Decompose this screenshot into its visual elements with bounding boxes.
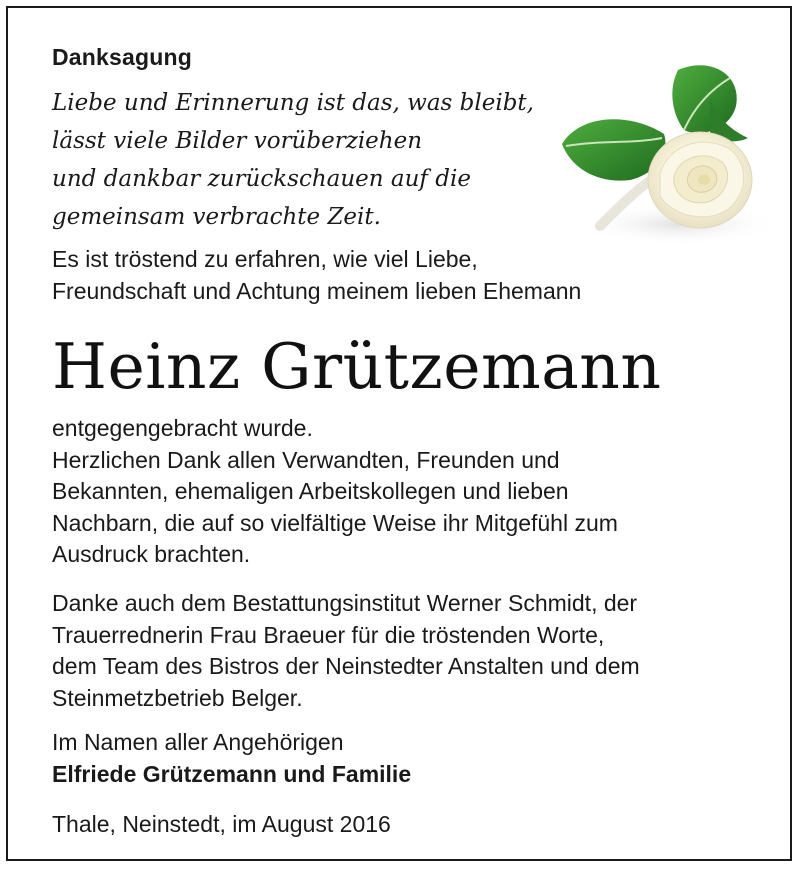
further-thanks-line: Trauerrednerin Frau Braeuer für die tröstenden Worte, [52, 621, 605, 648]
thanks-line: entgegengebracht wurde. [52, 415, 313, 441]
poem-line: gemeinsam verbrachte Zeit. [52, 204, 381, 230]
place-date: Thale, Neinstedt, im August 2016 [52, 811, 391, 837]
signature-block [52, 727, 411, 790]
poem-line: Liebe und Erinnerung ist das, was bleibt, [52, 90, 534, 116]
thanks-line: Bekannten, ehemaligen Arbeitskollegen und lieben [52, 478, 569, 504]
deceased-name: Heinz Grützemann [52, 330, 662, 403]
notice-heading: Danksagung [52, 44, 193, 70]
thanks-line: Ausdruck brachten. [52, 541, 251, 567]
poem-line: lässt viele Bilder vorüberziehen [52, 128, 423, 154]
further-thanks-paragraph [52, 588, 640, 714]
signature-name: Elfriede Grützemann und Familie [52, 760, 412, 787]
memorial-poem [52, 84, 534, 236]
intro-line: Freundschaft und Achtung meinem lieben Ehemann [52, 277, 582, 304]
poem-line: und dankbar zurückschauen auf die [52, 166, 471, 192]
further-thanks-line: Danke auch dem Bestattungsinstitut Werner Schmidt, der [52, 590, 638, 616]
thanks-line: Herzlichen Dank allen Verwandten, Freunden und [52, 446, 560, 473]
white-rose-icon [560, 56, 786, 252]
thanks-line: Nachbarn, die auf so vielfältige Weise ihr Mitgefühl zum [52, 509, 618, 536]
further-thanks-line: Steinmetzbetrieb Belger. [52, 684, 303, 711]
intro-paragraph [52, 244, 581, 307]
further-thanks-line: dem Team des Bistros der Neinstedter Anstalten und dem [52, 653, 640, 679]
signature-intro: Im Namen aller Angehörigen [52, 729, 344, 755]
thanks-paragraph [52, 413, 618, 571]
intro-line: Es ist tröstend zu erfahren, wie viel Liebe, [52, 246, 478, 272]
